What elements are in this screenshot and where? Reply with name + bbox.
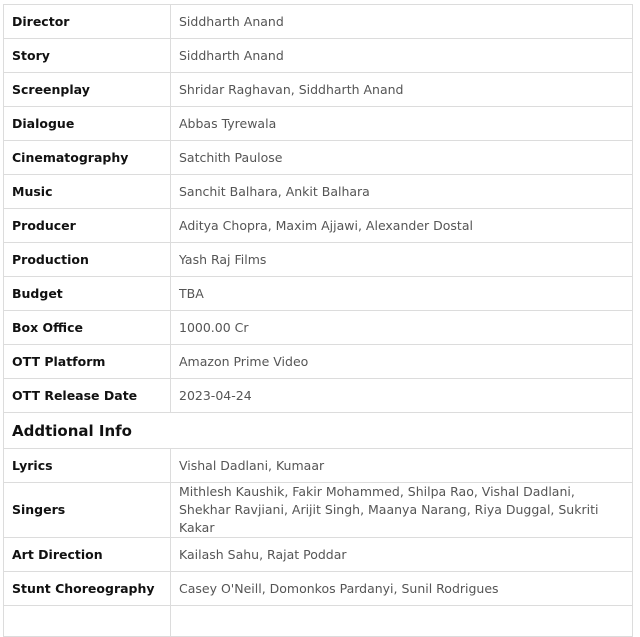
info-row-dialogue bbox=[4, 107, 633, 141]
info-row-art-direction bbox=[4, 538, 633, 572]
row-value: Casey O'Neill, Domonkos Pardanyi, Sunil Rodrigues bbox=[171, 572, 633, 606]
row-value: Aditya Chopra, Maxim Ajjawi, Alexander Dostal bbox=[171, 209, 633, 243]
row-label: OTT Release Date bbox=[4, 379, 171, 413]
info-row-lyrics bbox=[4, 449, 633, 483]
row-label: Dialogue bbox=[4, 107, 171, 141]
movie-info-table bbox=[3, 4, 633, 637]
row-label: OTT Platform bbox=[4, 345, 171, 379]
info-row-producer bbox=[4, 209, 633, 243]
info-row-cutoff bbox=[4, 606, 633, 637]
info-row-production bbox=[4, 243, 633, 277]
info-row-story bbox=[4, 39, 633, 73]
row-label: Music bbox=[4, 175, 171, 209]
row-value: Abbas Tyrewala bbox=[171, 107, 633, 141]
row-value: 1000.00 Cr bbox=[171, 311, 633, 345]
row-value: Amazon Prime Video bbox=[171, 345, 633, 379]
row-value-empty bbox=[171, 606, 633, 637]
info-row-singers bbox=[4, 483, 633, 538]
section-heading: Addtional Info bbox=[4, 413, 633, 449]
row-label: Producer bbox=[4, 209, 171, 243]
info-row-music bbox=[4, 175, 633, 209]
row-label: Production bbox=[4, 243, 171, 277]
info-row-stunt-choreography bbox=[4, 572, 633, 606]
row-value: Siddharth Anand bbox=[171, 5, 633, 39]
row-label: Box Office bbox=[4, 311, 171, 345]
section-heading-row bbox=[4, 413, 633, 449]
info-row-box-office bbox=[4, 311, 633, 345]
row-label: Story bbox=[4, 39, 171, 73]
row-value: Kailash Sahu, Rajat Poddar bbox=[171, 538, 633, 572]
info-row-cinematography bbox=[4, 141, 633, 175]
row-label: Stunt Choreography bbox=[4, 572, 171, 606]
row-value: TBA bbox=[171, 277, 633, 311]
info-row-ott-platform bbox=[4, 345, 633, 379]
info-row-budget bbox=[4, 277, 633, 311]
info-row-director bbox=[4, 5, 633, 39]
row-label: Screenplay bbox=[4, 73, 171, 107]
row-value: Satchith Paulose bbox=[171, 141, 633, 175]
info-row-screenplay bbox=[4, 73, 633, 107]
row-value: Sanchit Balhara, Ankit Balhara bbox=[171, 175, 633, 209]
row-value: 2023-04-24 bbox=[171, 379, 633, 413]
row-value: Vishal Dadlani, Kumaar bbox=[171, 449, 633, 483]
row-value: Shridar Raghavan, Siddharth Anand bbox=[171, 73, 633, 107]
info-row-ott-release-date bbox=[4, 379, 633, 413]
row-label: Budget bbox=[4, 277, 171, 311]
row-value: Siddharth Anand bbox=[171, 39, 633, 73]
row-label-empty bbox=[4, 606, 171, 637]
row-value: Yash Raj Films bbox=[171, 243, 633, 277]
row-value: Mithlesh Kaushik, Fakir Mohammed, Shilpa Rao, Vishal Dadlani, Shekhar Ravjiani, Arijit Singh, Maanya Narang, Riya Duggal, Sukriti Kakar bbox=[171, 483, 633, 538]
row-label: Art Direction bbox=[4, 538, 171, 572]
row-label: Singers bbox=[4, 483, 171, 538]
row-label: Director bbox=[4, 5, 171, 39]
row-label: Lyrics bbox=[4, 449, 171, 483]
row-label: Cinematography bbox=[4, 141, 171, 175]
